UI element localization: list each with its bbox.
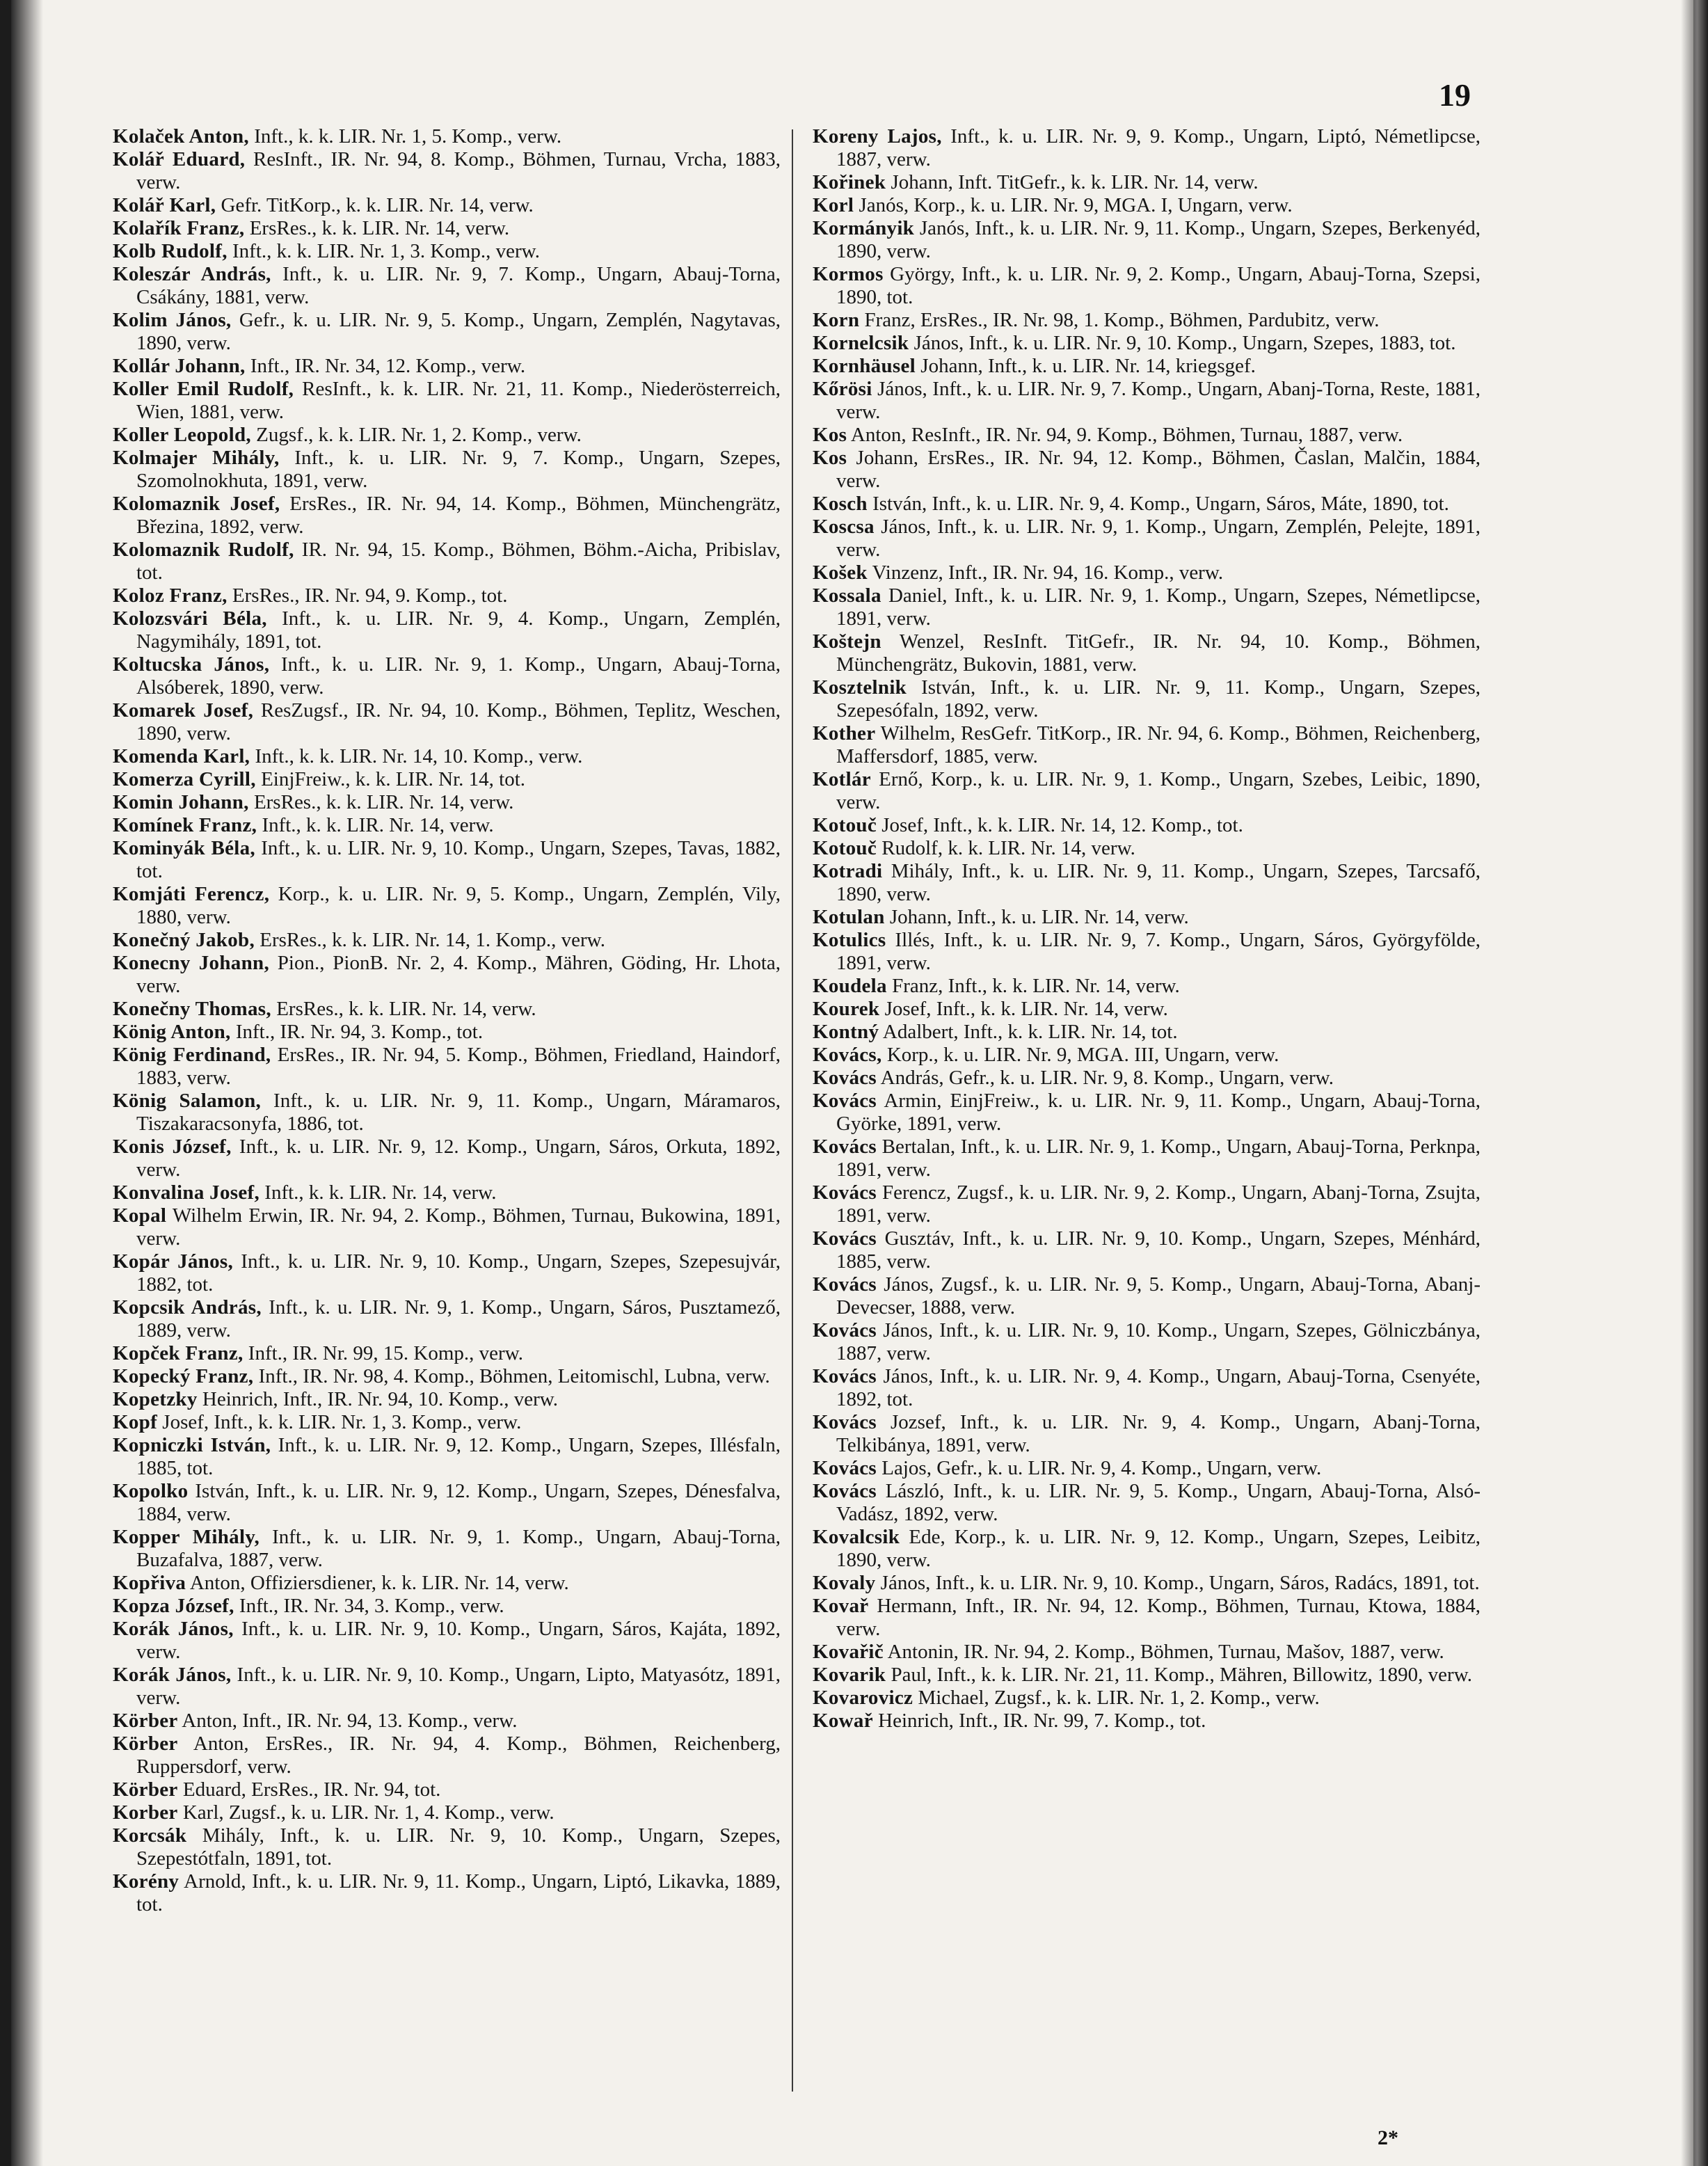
entry-details: János, Zugsf., k. u. LIR. Nr. 9, 5. Komp., Ungarn, Abauj-Torna, Abanj-Devecser, 1888, verw. [836, 1273, 1480, 1319]
entry-name: Konis József, [113, 1136, 232, 1158]
entry-name: Kopřiva [113, 1572, 186, 1594]
entry-name: Kovács [813, 1319, 877, 1341]
list-entry [813, 630, 1480, 676]
entry-name: Kopár János, [113, 1250, 234, 1273]
entry-details: Inft., k. k. LIR. Nr. 14, verw. [257, 814, 494, 836]
entry-details: Josef, Inft., k. k. LIR. Nr. 1, 3. Komp., verw. [157, 1411, 522, 1433]
list-entry [113, 1526, 781, 1572]
entry-details: Inft., IR. Nr. 99, 15. Komp., verw. [243, 1342, 524, 1364]
entry-details: János, Inft., k. u. LIR. Nr. 9, 4. Komp., Ungarn, Abauj-Torna, Csenyéte, 1892, tot. [836, 1365, 1480, 1410]
entry-details: Ernő, Korp., k. u. LIR. Nr. 9, 1. Komp., Ungarn, Szebes, Leibic, 1890, verw. [836, 768, 1480, 813]
entry-name: Kossala [813, 584, 881, 607]
entry-details: Inft., k. u. LIR. Nr. 9, 10. Komp., Ungarn, Sáros, Kajáta, 1892, verw. [136, 1618, 781, 1663]
list-entry [813, 309, 1480, 332]
list-entry [113, 148, 781, 194]
entry-details: Inft., k. k. LIR. Nr. 1, 3. Komp., verw. [227, 240, 540, 262]
entry-name: Korény [113, 1870, 179, 1893]
list-entry [813, 194, 1480, 217]
entry-name: Kovács [813, 1136, 877, 1158]
entry-name: Kourek [813, 998, 880, 1020]
list-entry [813, 1526, 1480, 1572]
entry-name: Koudela [813, 975, 887, 997]
entry-name: Korcsák [113, 1824, 187, 1847]
entry-details: Inft., k. u. LIR. Nr. 9, 10. Komp., Ungarn, Lipto, Matyasótz, 1891, verw. [136, 1664, 781, 1709]
list-entry [113, 607, 781, 653]
list-entry [813, 929, 1480, 975]
entry-name: Kovács [813, 1457, 877, 1479]
entry-details: Inft., k. u. LIR. Nr. 9, 1. Komp., Ungarn, Abauj-Torna, Alsóberek, 1890, verw. [136, 653, 781, 699]
entry-details: Gusztáv, Inft., k. u. LIR. Nr. 9, 10. Komp., Ungarn, Szepes, Ménhárd, 1885, verw. [836, 1227, 1480, 1273]
list-entry [113, 1618, 781, 1664]
list-entry [113, 699, 781, 745]
entry-name: Kovarik [813, 1664, 886, 1686]
entry-details: ErsRes., k. k. LIR. Nr. 14, verw. [244, 217, 510, 239]
scan-shadow-left [11, 0, 43, 2166]
entry-details: Zugsf., k. k. LIR. Nr. 1, 2. Komp., verw. [250, 424, 582, 446]
entry-details: János, Inft., k. u. LIR. Nr. 9, 10. Komp., Ungarn, Sáros, Radács, 1891, tot. [875, 1572, 1480, 1594]
list-entry [113, 584, 781, 607]
list-entry [113, 653, 781, 699]
entry-name: Koštejn [813, 630, 881, 653]
entry-details: Illés, Inft., k. u. LIR. Nr. 9, 7. Komp., Ungarn, Sáros, Györgyfölde, 1891, verw. [836, 929, 1480, 974]
entry-details: Johann, ErsRes., IR. Nr. 94, 12. Komp., Böhmen, Časlan, Malčin, 1884, verw. [836, 447, 1480, 492]
scan-shadow-right [1681, 0, 1708, 2166]
entry-name: Kolomaznik Josef, [113, 493, 280, 515]
entry-name: Kolmajer Mihály, [113, 447, 280, 469]
entry-name: Kolář Eduard, [113, 148, 246, 170]
list-entry [813, 217, 1480, 263]
entry-details: Inft., IR. Nr. 34, 12. Komp., verw. [245, 355, 526, 377]
list-entry [813, 1457, 1480, 1480]
list-entry [813, 1227, 1480, 1273]
list-entry [113, 1824, 781, 1870]
list-entry [113, 217, 781, 240]
entry-name: Konečný Jakob, [113, 929, 255, 951]
signature-mark: 2* [1378, 2126, 1398, 2149]
entry-details: Daniel, Inft., k. u. LIR. Nr. 9, 1. Komp., Ungarn, Szepes, Németlipcse, 1891, verw. [836, 584, 1480, 630]
entry-details: Adalbert, Inft., k. k. LIR. Nr. 14, tot. [879, 1021, 1178, 1043]
entry-details: István, Inft., k. u. LIR. Nr. 9, 11. Komp., Ungarn, Szepes, Szepesófaln, 1892, verw. [836, 676, 1480, 722]
entry-details: Michael, Zugsf., k. k. LIR. Nr. 1, 2. Komp., verw. [913, 1687, 1320, 1709]
list-entry [113, 378, 781, 424]
entry-name: Kopetzky [113, 1388, 198, 1410]
entry-name: König Salamon, [113, 1090, 262, 1112]
entry-name: Kovařič [813, 1641, 884, 1663]
list-entry [813, 1136, 1480, 1181]
entry-name: Kopniczki István, [113, 1434, 271, 1456]
entry-name: Kopcsik András, [113, 1296, 262, 1319]
entry-name: König Ferdinand, [113, 1044, 271, 1066]
entry-details: István, Inft., k. u. LIR. Nr. 9, 12. Komp., Ungarn, Szepes, Dénesfalva, 1884, verw. [136, 1480, 781, 1525]
entry-name: Kovaly [813, 1572, 876, 1594]
entry-name: Komínek Franz, [113, 814, 257, 836]
list-entry [113, 1342, 781, 1365]
list-entry [813, 332, 1480, 355]
list-entry [813, 814, 1480, 837]
entry-details: Pion., PionB. Nr. 2, 4. Komp., Mähren, Göding, Hr. Lhota, verw. [136, 952, 781, 997]
list-entry [113, 1090, 781, 1136]
entry-details: Heinrich, Inft., IR. Nr. 99, 7. Komp., tot. [872, 1710, 1206, 1732]
list-entry [813, 355, 1480, 378]
entry-name: Koltucska János, [113, 653, 270, 676]
list-entry [813, 516, 1480, 562]
list-entry [113, 791, 781, 814]
entry-details: Inft., k. u. LIR. Nr. 9, 10. Komp., Ungarn, Szepes, Tavas, 1882, tot. [136, 837, 781, 882]
list-entry [113, 1250, 781, 1296]
list-entry [813, 768, 1480, 814]
entry-name: Kopf [113, 1411, 158, 1433]
list-entry [113, 447, 781, 493]
entry-details: Arnold, Inft., k. u. LIR. Nr. 9, 11. Komp., Ungarn, Liptó, Likavka, 1889, tot. [136, 1870, 781, 1916]
entry-details: Inft., k. u. LIR. Nr. 9, 11. Komp., Ungarn, Máramaros, Tiszakaracsonyfa, 1886, tot. [136, 1090, 781, 1135]
entry-name: Kowař [813, 1710, 873, 1732]
entry-name: Kotradi [813, 860, 883, 882]
list-entry [113, 837, 781, 883]
entry-details: Anton, ResInft., IR. Nr. 94, 9. Komp., Böhmen, Turnau, 1887, verw. [847, 424, 1403, 446]
entry-name: Kořinek [813, 171, 886, 193]
entry-name: Kotulics [813, 929, 886, 951]
entry-details: Anton, ErsRes., IR. Nr. 94, 4. Komp., Böhmen, Reichenberg, Ruppersdorf, verw. [136, 1733, 781, 1778]
entry-name: Kolomaznik Rudolf, [113, 539, 294, 561]
list-entry [813, 424, 1480, 447]
entry-name: Kolb Rudolf, [113, 240, 228, 262]
entry-details: Gefr., k. u. LIR. Nr. 9, 5. Komp., Ungarn, Zemplén, Nagytavas, 1890, verw. [136, 309, 781, 354]
right-column [813, 125, 1480, 1733]
entry-name: Kopza József, [113, 1595, 234, 1617]
entry-details: Ferencz, Zugsf., k. u. LIR. Nr. 9, 2. Komp., Ungarn, Abanj-Torna, Zsujta, 1891, verw. [836, 1181, 1480, 1227]
list-entry [113, 1572, 781, 1595]
entry-details: Inft., IR. Nr. 34, 3. Komp., verw. [234, 1595, 504, 1617]
entry-name: Koreny Lajos, [813, 125, 942, 148]
entry-details: László, Inft., k. u. LIR. Nr. 9, 5. Komp., Ungarn, Abauj-Torna, Alsó-Vadász, 1892, verw. [836, 1480, 1480, 1525]
entry-name: Kovalcsik [813, 1526, 900, 1548]
list-entry [113, 929, 781, 952]
entry-details: IR. Nr. 94, 15. Komp., Böhmen, Böhm.-Aicha, Pribislav, tot. [136, 539, 781, 584]
list-entry [113, 1136, 781, 1181]
entry-details: ErsRes., IR. Nr. 94, 9. Komp., tot. [227, 584, 508, 607]
entry-details: Hermann, Inft., IR. Nr. 94, 12. Komp., Böhmen, Turnau, Ktowa, 1884, verw. [836, 1595, 1480, 1640]
entry-details: ErsRes., k. k. LIR. Nr. 14, verw. [248, 791, 514, 813]
list-entry [113, 745, 781, 768]
entry-name: Kolaček Anton, [113, 125, 249, 148]
entry-details: János, Inft., k. u. LIR. Nr. 9, 7. Komp., Ungarn, Abanj-Torna, Reste, 1881, verw. [836, 378, 1480, 423]
list-entry [813, 1572, 1480, 1595]
entry-details: Franz, Inft., k. k. LIR. Nr. 14, verw. [886, 975, 1180, 997]
entry-details: ErsRes., k. k. LIR. Nr. 14, 1. Komp., verw. [255, 929, 605, 951]
list-entry [813, 1090, 1480, 1136]
entry-details: Korp., k. u. LIR. Nr. 9, MGA. III, Ungarn, verw. [881, 1044, 1279, 1066]
list-entry [113, 1365, 781, 1388]
entry-details: Bertalan, Inft., k. u. LIR. Nr. 9, 1. Komp., Ungarn, Abauj-Torna, Perknpa, 1891, verw. [836, 1136, 1480, 1181]
entry-details: János, Inft., k. u. LIR. Nr. 9, 10. Komp., Ungarn, Szepes, 1883, tot. [909, 332, 1456, 354]
list-entry [113, 1411, 781, 1434]
entry-name: Kovarovicz [813, 1687, 913, 1709]
entry-name: Kotlár [813, 768, 871, 790]
list-entry [113, 814, 781, 837]
entry-details: EinjFreiw., k. k. LIR. Nr. 14, tot. [255, 768, 526, 790]
entry-name: Körber [113, 1710, 178, 1732]
entry-name: Korák János, [113, 1618, 234, 1640]
list-entry [113, 263, 781, 309]
entry-name: Kovács [813, 1227, 877, 1250]
entry-name: Körber [113, 1733, 178, 1755]
entry-details: Lajos, Gefr., k. u. LIR. Nr. 9, 4. Komp., Ungarn, verw. [877, 1457, 1322, 1479]
list-entry [813, 562, 1480, 584]
entry-name: Kornelcsik [813, 332, 909, 354]
list-entry [113, 1710, 781, 1733]
list-entry [113, 1204, 781, 1250]
entry-details: Eduard, ErsRes., IR. Nr. 94, tot. [177, 1778, 441, 1801]
entry-details: Inft., k. u. LIR. Nr. 9, 12. Komp., Ungarn, Szepes, Illésfaln, 1885, tot. [136, 1434, 781, 1479]
entry-name: Kovács [813, 1411, 877, 1433]
entry-details: ResInft., k. k. LIR. Nr. 21, 11. Komp., Niederösterreich, Wien, 1881, verw. [136, 378, 781, 423]
entry-name: Koller Emil Rudolf, [113, 378, 294, 400]
entry-name: Komin Johann, [113, 791, 249, 813]
entry-name: Koller Leopold, [113, 424, 251, 446]
entry-details: Jozsef, Inft., k. u. LIR. Nr. 9, 4. Komp., Ungarn, Abanj-Torna, Telkibánya, 1891, verw. [836, 1411, 1480, 1456]
list-entry [813, 1273, 1480, 1319]
entry-name: König Anton, [113, 1021, 231, 1043]
entry-name: Kosztelnik [813, 676, 907, 699]
entry-name: Koloz Franz, [113, 584, 228, 607]
list-entry [113, 768, 781, 791]
entry-name: Kormos [813, 263, 884, 285]
list-entry [113, 125, 781, 148]
list-entry [113, 194, 781, 217]
entry-details: Johann, Inft., k. u. LIR. Nr. 14, verw. [884, 906, 1189, 928]
entry-name: Kovács [813, 1181, 877, 1204]
list-entry [113, 355, 781, 378]
list-entry [813, 1687, 1480, 1710]
entry-details: Wilhelm Erwin, IR. Nr. 94, 2. Komp., Böhmen, Turnau, Bukowina, 1891, verw. [136, 1204, 781, 1250]
entry-name: Komjáti Ferencz, [113, 883, 270, 905]
list-entry [813, 722, 1480, 768]
entry-details: Inft., k. u. LIR. Nr. 9, 7. Komp., Ungarn, Abauj-Torna, Csákány, 1881, verw. [136, 263, 781, 308]
entry-name: Kornhäusel [813, 355, 916, 377]
entry-details: ResZugsf., IR. Nr. 94, 10. Komp., Böhmen, Teplitz, Weschen, 1890, verw. [136, 699, 781, 744]
entry-details: Janós, Korp., k. u. LIR. Nr. 9, MGA. I, Ungarn, verw. [854, 194, 1293, 216]
page-number: 19 [1439, 77, 1471, 113]
list-entry [813, 906, 1480, 929]
entry-name: Kovács [813, 1067, 877, 1089]
entry-details: Armin, EinjFreiw., k. u. LIR. Nr. 9, 11. Komp., Ungarn, Abauj-Torna, Györke, 1891, verw. [836, 1090, 1480, 1135]
entry-name: Kovács [813, 1273, 877, 1296]
entry-details: Inft., IR. Nr. 98, 4. Komp., Böhmen, Leitomischl, Lubna, verw. [253, 1365, 770, 1387]
entry-name: Kopček Franz, [113, 1342, 244, 1364]
entry-name: Kother [813, 722, 876, 744]
entry-name: Kovács [813, 1090, 877, 1112]
list-entry [813, 171, 1480, 194]
list-entry [113, 1181, 781, 1204]
entry-details: Johann, Inft., k. u. LIR. Nr. 14, kriegsgef. [916, 355, 1256, 377]
list-entry [813, 676, 1480, 722]
entry-name: Kotouč [813, 814, 877, 836]
list-entry [113, 998, 781, 1021]
list-entry [813, 1664, 1480, 1687]
entry-details: ErsRes., k. k. LIR. Nr. 14, verw. [271, 998, 536, 1020]
list-entry [113, 493, 781, 539]
list-entry [113, 1021, 781, 1044]
entry-details: Inft., k. u. LIR. Nr. 9, 1. Komp., Ungarn, Abauj-Torna, Buzafalva, 1887, verw. [136, 1526, 781, 1571]
entry-details: Wenzel, ResInft. TitGefr., IR. Nr. 94, 10. Komp., Böhmen, Münchengrätz, Bukovin, 1881, verw. [836, 630, 1480, 676]
entry-details: Heinrich, Inft., IR. Nr. 94, 10. Komp., verw. [197, 1388, 559, 1410]
entry-details: ResInft., IR. Nr. 94, 8. Komp., Böhmen, Turnau, Vrcha, 1883, verw. [136, 148, 781, 193]
list-entry [813, 998, 1480, 1021]
entry-details: Inft., k. k. LIR. Nr. 1, 5. Komp., verw. [248, 125, 562, 148]
entry-details: Anton, Inft., IR. Nr. 94, 13. Komp., verw. [177, 1710, 518, 1732]
entry-name: Kovař [813, 1595, 869, 1617]
entry-name: Kormányik [813, 217, 915, 239]
entry-name: Kolář Karl, [113, 194, 216, 216]
entry-name: Körber [113, 1778, 178, 1801]
list-entry [113, 1434, 781, 1480]
list-entry [113, 240, 781, 263]
list-entry [813, 1067, 1480, 1090]
entry-name: Kopolko [113, 1480, 189, 1502]
entry-name: Kopal [113, 1204, 167, 1227]
entry-details: János, Inft., k. u. LIR. Nr. 9, 1. Komp., Ungarn, Zemplén, Pelejte, 1891, verw. [836, 516, 1480, 561]
list-entry [813, 975, 1480, 998]
entry-name: Korber [113, 1801, 178, 1824]
list-entry [113, 1870, 781, 1916]
entry-details: Inft., k. u. LIR. Nr. 9, 1. Komp., Ungarn, Sáros, Pusztamező, 1889, verw. [136, 1296, 781, 1341]
entry-name: Kovács [813, 1480, 877, 1502]
entry-details: Karl, Zugsf., k. u. LIR. Nr. 1, 4. Komp., verw. [177, 1801, 554, 1824]
entry-name: Košek [813, 562, 868, 584]
list-entry [813, 584, 1480, 630]
entry-name: Kovács, [813, 1044, 882, 1066]
entry-details: Josef, Inft., k. k. LIR. Nr. 14, 12. Komp., tot. [877, 814, 1243, 836]
entry-name: Kőrösi [813, 378, 872, 400]
entry-details: Ede, Korp., k. u. LIR. Nr. 9, 12. Komp., Ungarn, Szepes, Leibitz, 1890, verw. [836, 1526, 1480, 1571]
list-entry [113, 539, 781, 584]
entry-details: Antonin, IR. Nr. 94, 2. Komp., Böhmen, Turnau, Mašov, 1887, verw. [883, 1641, 1444, 1663]
list-entry [813, 860, 1480, 906]
entry-name: Kolozsvári Béla, [113, 607, 267, 630]
list-entry [113, 1733, 781, 1778]
list-entry [813, 493, 1480, 516]
entry-details: Franz, ErsRes., IR. Nr. 98, 1. Komp., Böhmen, Pardubitz, verw. [859, 309, 1380, 331]
entry-details: Vinzenz, Inft., IR. Nr. 94, 16. Komp., verw. [867, 562, 1224, 584]
entry-details: Rudolf, k. k. LIR. Nr. 14, verw. [877, 837, 1135, 859]
entry-name: Konecny Johann, [113, 952, 269, 974]
entry-details: Mihály, Inft., k. u. LIR. Nr. 9, 10. Komp., Ungarn, Szepes, Szepestótfaln, 1891, tot. [136, 1824, 781, 1870]
entry-details: Josef, Inft., k. k. LIR. Nr. 14, verw. [879, 998, 1168, 1020]
entry-name: Komerza Cyrill, [113, 768, 256, 790]
entry-details: ErsRes., IR. Nr. 94, 5. Komp., Böhmen, Friedland, Haindorf, 1883, verw. [136, 1044, 781, 1089]
list-entry [813, 378, 1480, 424]
entry-name: Kosch [813, 493, 868, 515]
entry-details: Anton, Offiziersdiener, k. k. LIR. Nr. 14, verw. [186, 1572, 569, 1594]
list-entry [813, 1641, 1480, 1664]
list-entry [813, 1181, 1480, 1227]
list-entry [113, 424, 781, 447]
entry-details: János, Inft., k. u. LIR. Nr. 9, 10. Komp., Ungarn, Szepes, Gölniczbánya, 1887, verw. [836, 1319, 1480, 1364]
entry-details: István, Inft., k. u. LIR. Nr. 9, 4. Komp., Ungarn, Sáros, Máte, 1890, tot. [867, 493, 1449, 515]
list-entry [813, 1021, 1480, 1044]
entry-details: Gefr. TitKorp., k. k. LIR. Nr. 14, verw. [216, 194, 534, 216]
entry-name: Korn [813, 309, 860, 331]
list-entry [813, 1319, 1480, 1365]
entry-details: ErsRes., IR. Nr. 94, 14. Komp., Böhmen, Münchengrätz, Březina, 1892, verw. [136, 493, 781, 538]
list-entry [113, 1388, 781, 1411]
entry-details: Inft., k. k. LIR. Nr. 14, verw. [260, 1181, 497, 1204]
entry-details: Korp., k. u. LIR. Nr. 9, 5. Komp., Ungarn, Zemplén, Vily, 1880, verw. [136, 883, 781, 928]
list-entry [813, 1480, 1480, 1526]
entry-name: Kolařík Franz, [113, 217, 245, 239]
list-entry [813, 1411, 1480, 1457]
entry-name: Koleszár András, [113, 263, 271, 285]
entry-details: Inft., k. u. LIR. Nr. 9, 9. Komp., Ungarn, Liptó, Németlipcse, 1887, verw. [836, 125, 1480, 170]
entry-details: Inft., k. u. LIR. Nr. 9, 10. Komp., Ungarn, Szepes, Szepesujvár, 1882, tot. [136, 1250, 781, 1296]
entry-name: Kopper Mihály, [113, 1526, 260, 1548]
list-entry [813, 1365, 1480, 1411]
entry-name: Kolim János, [113, 309, 232, 331]
list-entry [813, 837, 1480, 860]
list-entry [113, 1664, 781, 1710]
list-entry [813, 1710, 1480, 1733]
entry-name: Komenda Karl, [113, 745, 250, 767]
list-entry [113, 883, 781, 929]
list-entry [813, 447, 1480, 493]
entry-details: Johann, Inft. TitGefr., k. k. LIR. Nr. 14, verw. [886, 171, 1259, 193]
entry-details: Mihály, Inft., k. u. LIR. Nr. 9, 11. Komp., Ungarn, Szepes, Tarcsafő, 1890, verw. [836, 860, 1480, 905]
list-entry [813, 263, 1480, 309]
entry-details: Inft., k. u. LIR. Nr. 9, 12. Komp., Ungarn, Sáros, Orkuta, 1892, verw. [136, 1136, 781, 1181]
entry-details: Inft., IR. Nr. 94, 3. Komp., tot. [230, 1021, 484, 1043]
list-entry [113, 952, 781, 998]
entry-name: Kos [813, 424, 847, 446]
entry-name: Konečny Thomas, [113, 998, 271, 1020]
list-entry [113, 1778, 781, 1801]
entry-name: Kontný [813, 1021, 879, 1043]
entry-details: Wilhelm, ResGefr. TitKorp., IR. Nr. 94, 6. Komp., Böhmen, Reichenberg, Maffersdorf, 1885, verw. [836, 722, 1480, 767]
left-column [113, 125, 781, 1916]
list-entry [113, 1296, 781, 1342]
entry-name: Koscsa [813, 516, 875, 538]
entry-details: Inft., k. u. LIR. Nr. 9, 4. Komp., Ungarn, Zemplén, Nagymihály, 1891, tot. [136, 607, 781, 653]
entry-details: Inft., k. k. LIR. Nr. 14, 10. Komp., verw. [250, 745, 583, 767]
entry-name: Kovács [813, 1365, 877, 1387]
list-entry [113, 309, 781, 355]
entry-name: Kominyák Béla, [113, 837, 255, 859]
list-entry [113, 1480, 781, 1526]
entry-name: Kollár Johann, [113, 355, 246, 377]
list-entry [113, 1801, 781, 1824]
entry-name: Kotulan [813, 906, 885, 928]
entry-details: Inft., k. u. LIR. Nr. 9, 7. Komp., Ungarn, Szepes, Szomolnokhuta, 1891, verw. [136, 447, 781, 492]
column-divider [792, 129, 793, 2092]
entry-name: Kos [813, 447, 847, 469]
entry-name: Konvalina Josef, [113, 1181, 260, 1204]
entry-name: Korák János, [113, 1664, 232, 1686]
list-entry [113, 1595, 781, 1618]
entry-name: Kopecký Franz, [113, 1365, 254, 1387]
entry-details: Janós, Inft., k. u. LIR. Nr. 9, 11. Komp., Ungarn, Szepes, Berkenyéd, 1890, verw. [836, 217, 1480, 262]
list-entry [813, 125, 1480, 171]
entry-details: György, Inft., k. u. LIR. Nr. 9, 2. Komp., Ungarn, Abauj-Torna, Szepsi, 1890, tot. [836, 263, 1480, 308]
entry-name: Kotouč [813, 837, 877, 859]
list-entry [813, 1595, 1480, 1641]
list-entry [813, 1044, 1480, 1067]
entry-name: Korl [813, 194, 854, 216]
list-entry [113, 1044, 781, 1090]
entry-details: Paul, Inft., k. k. LIR. Nr. 21, 11. Komp., Mähren, Billowitz, 1890, verw. [886, 1664, 1473, 1686]
entry-details: András, Gefr., k. u. LIR. Nr. 9, 8. Komp., Ungarn, verw. [877, 1067, 1334, 1089]
entry-name: Komarek Josef, [113, 699, 254, 722]
